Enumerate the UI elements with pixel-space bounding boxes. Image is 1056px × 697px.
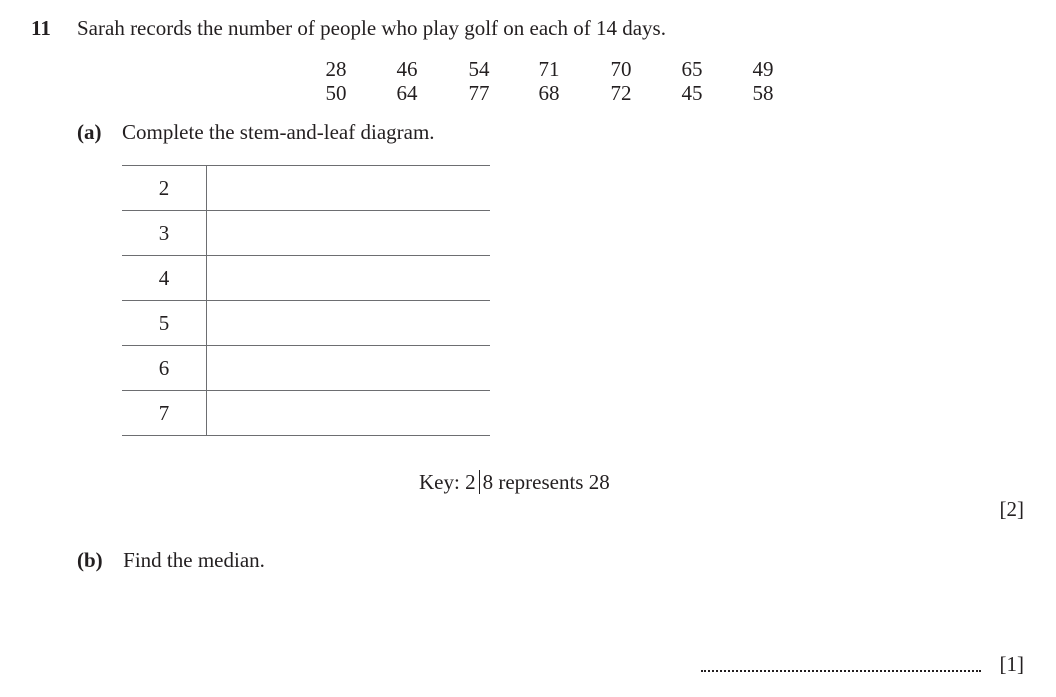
- table-row: [122, 256, 490, 301]
- part-b-label: (b): [77, 548, 103, 572]
- table-row: [122, 391, 490, 436]
- key-divider: [479, 470, 480, 494]
- question-text: Sarah records the number of people who play golf on each of 14 days.: [77, 16, 666, 40]
- leaf-cell[interactable]: [207, 211, 491, 256]
- part-b-marks: [1]: [999, 652, 1024, 676]
- leaf-cell[interactable]: [207, 301, 491, 346]
- data-value: 72: [610, 81, 632, 105]
- leaf-cell[interactable]: [207, 391, 491, 436]
- data-value: 70: [610, 57, 632, 81]
- data-value: 46: [396, 57, 418, 81]
- part-a-marks: [2]: [999, 497, 1024, 521]
- stem-cell: 3: [122, 211, 207, 256]
- data-value: 64: [396, 81, 418, 105]
- key-suffix: represents 28: [498, 470, 610, 494]
- diagram-key: [419, 470, 610, 495]
- table-row: [122, 346, 490, 391]
- key-stem: 2: [465, 470, 476, 494]
- question-number: 11: [31, 16, 51, 40]
- stem-cell: 6: [122, 346, 207, 391]
- stem-cell: 7: [122, 391, 207, 436]
- leaf-cell[interactable]: [207, 346, 491, 391]
- stem-cell: 5: [122, 301, 207, 346]
- data-value: 45: [681, 81, 703, 105]
- part-b-heading: [77, 548, 265, 573]
- part-a-heading: [77, 120, 435, 145]
- data-value: 49: [752, 57, 774, 81]
- data-value: 58: [752, 81, 774, 105]
- part-b-text: Find the median.: [123, 548, 265, 572]
- stem-cell: 2: [122, 166, 207, 211]
- data-value: 65: [681, 57, 703, 81]
- part-a-label: (a): [77, 120, 102, 144]
- key-prefix: Key:: [419, 470, 460, 494]
- data-value: 71: [538, 57, 560, 81]
- data-value: 68: [538, 81, 560, 105]
- table-row: [122, 211, 490, 256]
- key-leaf: 8: [482, 470, 494, 494]
- table-row: [122, 166, 490, 211]
- stem-cell: 4: [122, 256, 207, 301]
- data-value: 77: [468, 81, 490, 105]
- stem-and-leaf-table: [122, 165, 490, 436]
- data-value: 54: [468, 57, 490, 81]
- answer-line[interactable]: [701, 670, 981, 672]
- leaf-cell[interactable]: [207, 256, 491, 301]
- data-value: 28: [325, 57, 347, 81]
- table-row: [122, 301, 490, 346]
- leaf-cell[interactable]: [207, 166, 491, 211]
- part-a-text: Complete the stem-and-leaf diagram.: [122, 120, 435, 144]
- data-value: 50: [325, 81, 347, 105]
